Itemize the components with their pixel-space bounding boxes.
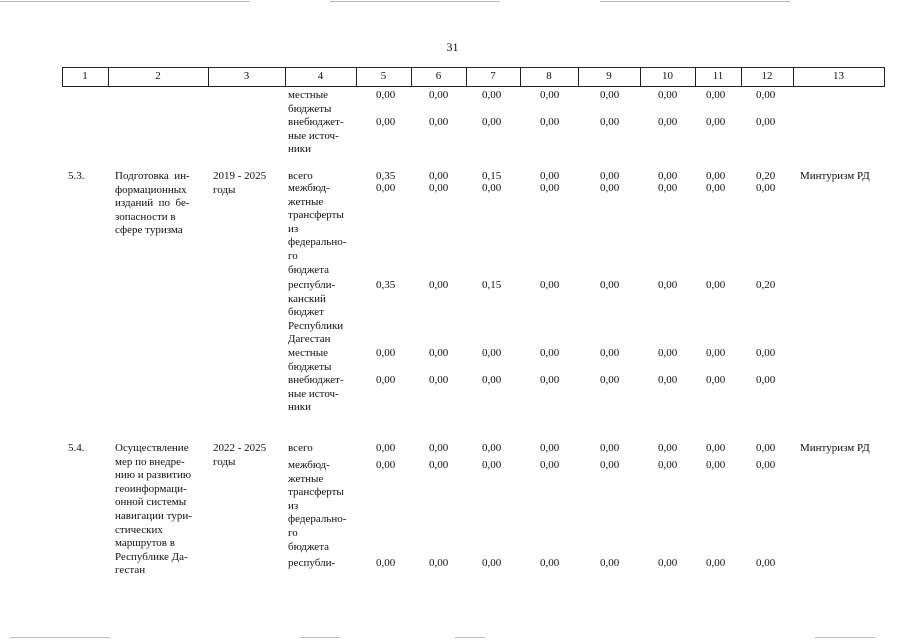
cell-value: 0,00	[429, 459, 449, 471]
scan-artifact	[10, 637, 110, 638]
cell-value: 0,00	[540, 182, 560, 194]
funding-source-label: местные бюджеты	[288, 89, 332, 115]
scan-artifact	[815, 637, 875, 638]
cell-value: 0,00	[756, 89, 776, 101]
cell-value: 0,00	[482, 116, 502, 128]
funding-source-label: республи- канский бюджет Республики Дагестан	[288, 279, 344, 346]
funding-source-label: местные бюджеты	[288, 347, 332, 373]
cell-value: 0,00	[706, 89, 726, 101]
column-header-10: 10	[662, 70, 673, 82]
cell-value: 0,00	[658, 89, 678, 101]
cell-value: 0,00	[540, 557, 560, 569]
cell-value: 0,00	[756, 116, 776, 128]
cell-value: 0,00	[376, 374, 396, 386]
cell-value: 0,00	[756, 374, 776, 386]
scan-artifact	[455, 637, 485, 638]
funding-source-label: всего	[288, 170, 313, 182]
cell-value: 0,00	[482, 89, 502, 101]
cell-value: 0,00	[706, 557, 726, 569]
cell-value: 0,00	[540, 459, 560, 471]
cell-value: 0,00	[658, 182, 678, 194]
cell-value: 0,00	[706, 116, 726, 128]
cell-value: 0,00	[482, 182, 502, 194]
cell-value: 0,00	[540, 442, 560, 454]
cell-value: 0,00	[600, 89, 620, 101]
cell-value: 0,00	[658, 279, 678, 291]
cell-value: 0,00	[540, 170, 560, 182]
cell-value: 0,00	[482, 442, 502, 454]
cell-value: 0,00	[429, 557, 449, 569]
column-header-6: 6	[435, 70, 442, 82]
item-period: 2019 - 2025 годы	[213, 170, 267, 196]
cell-value: 0,00	[429, 116, 449, 128]
column-header-8: 8	[546, 70, 552, 82]
cell-value: 0,00	[540, 116, 560, 128]
item-executor: Минтуризм РД	[800, 442, 870, 454]
funding-source-label: внебюджет- ные источ- ники	[288, 374, 344, 414]
funding-source-label: республи-	[288, 557, 336, 569]
cell-value: 0,00	[756, 347, 776, 359]
page-number: 31	[446, 40, 459, 54]
cell-value: 0,00	[376, 442, 396, 454]
cell-value: 0,00	[600, 182, 620, 194]
column-divider	[884, 67, 885, 87]
cell-value: 0,00	[482, 557, 502, 569]
cell-value: 0,15	[482, 170, 502, 182]
cell-value: 0,00	[706, 442, 726, 454]
column-header-4: 4	[317, 70, 324, 82]
cell-value: 0,00	[658, 374, 678, 386]
cell-value: 0,00	[429, 347, 449, 359]
cell-value: 0,20	[756, 279, 776, 291]
cell-value: 0,20	[756, 170, 776, 182]
cell-value: 0,00	[376, 116, 396, 128]
column-header-12: 12	[761, 70, 773, 82]
column-header-13: 13	[833, 70, 844, 82]
column-header-1: 1	[82, 70, 88, 82]
item-name: Подготовка ин- формационных изданий по бе- зопасности в сфере туризма	[115, 170, 190, 237]
scan-artifact	[330, 1, 500, 2]
cell-value: 0,00	[540, 89, 560, 101]
cell-value: 0,35	[376, 279, 396, 291]
cell-value: 0,00	[482, 347, 502, 359]
column-header-11: 11	[712, 70, 724, 82]
cell-value: 0,00	[600, 116, 620, 128]
item-executor: Минтуризм РД	[800, 170, 870, 182]
cell-value: 0,00	[540, 347, 560, 359]
cell-value: 0,00	[540, 374, 560, 386]
cell-value: 0,35	[376, 170, 396, 182]
item-code: 5.3.	[68, 170, 85, 182]
cell-value: 0,00	[600, 374, 620, 386]
cell-value: 0,00	[429, 374, 449, 386]
cell-value: 0,00	[756, 557, 776, 569]
scan-artifact	[300, 637, 340, 638]
column-header-7: 7	[490, 70, 496, 82]
header-bottom-rule	[62, 86, 884, 87]
cell-value: 0,00	[706, 170, 726, 182]
cell-value: 0,00	[376, 347, 396, 359]
cell-value: 0,00	[706, 182, 726, 194]
scan-artifact	[0, 1, 250, 2]
cell-value: 0,00	[658, 557, 678, 569]
cell-value: 0,00	[376, 459, 396, 471]
cell-value: 0,00	[658, 170, 678, 182]
cell-value: 0,00	[482, 374, 502, 386]
column-header-9: 9	[606, 70, 612, 82]
cell-value: 0,00	[600, 557, 620, 569]
cell-value: 0,00	[429, 182, 449, 194]
column-header-2: 2	[155, 70, 161, 82]
cell-value: 0,00	[600, 347, 620, 359]
cell-value: 0,00	[658, 459, 678, 471]
cell-value: 0,00	[706, 459, 726, 471]
cell-value: 0,00	[600, 170, 620, 182]
cell-value: 0,00	[756, 182, 776, 194]
cell-value: 0,00	[658, 347, 678, 359]
funding-source-label: внебюджет- ные источ- ники	[288, 116, 344, 156]
cell-value: 0,00	[756, 459, 776, 471]
cell-value: 0,00	[376, 182, 396, 194]
cell-value: 0,00	[658, 442, 678, 454]
cell-value: 0,00	[756, 442, 776, 454]
cell-value: 0,00	[706, 347, 726, 359]
item-code: 5.4.	[68, 442, 85, 454]
cell-value: 0,00	[376, 557, 396, 569]
cell-value: 0,00	[706, 374, 726, 386]
cell-value: 0,00	[376, 89, 396, 101]
cell-value: 0,00	[429, 442, 449, 454]
cell-value: 0,00	[600, 279, 620, 291]
cell-value: 0,00	[600, 442, 620, 454]
item-name: Осуществление мер по внедре- нию и развитию геоинформаци- онной системы навигации тури- стических маршрутов в Республике Да- гестан	[115, 442, 192, 577]
cell-value: 0,00	[429, 89, 449, 101]
cell-value: 0,00	[706, 279, 726, 291]
column-header-3: 3	[243, 70, 250, 82]
cell-value: 0,00	[429, 279, 449, 291]
funding-source-label: всего	[288, 442, 313, 454]
scan-artifact	[600, 1, 790, 2]
cell-value: 0,00	[482, 459, 502, 471]
funding-source-label: межбюд- жетные трансферты из федерально- го бюджета	[288, 182, 347, 276]
cell-value: 0,00	[429, 170, 449, 182]
cell-value: 0,00	[540, 279, 560, 291]
cell-value: 0,15	[482, 279, 502, 291]
cell-value: 0,00	[600, 459, 620, 471]
funding-source-label: межбюд- жетные трансферты из федерально- го бюджета	[288, 459, 347, 553]
item-period: 2022 - 2025 годы	[213, 442, 267, 468]
cell-value: 0,00	[658, 116, 678, 128]
column-header-5: 5	[380, 70, 387, 82]
